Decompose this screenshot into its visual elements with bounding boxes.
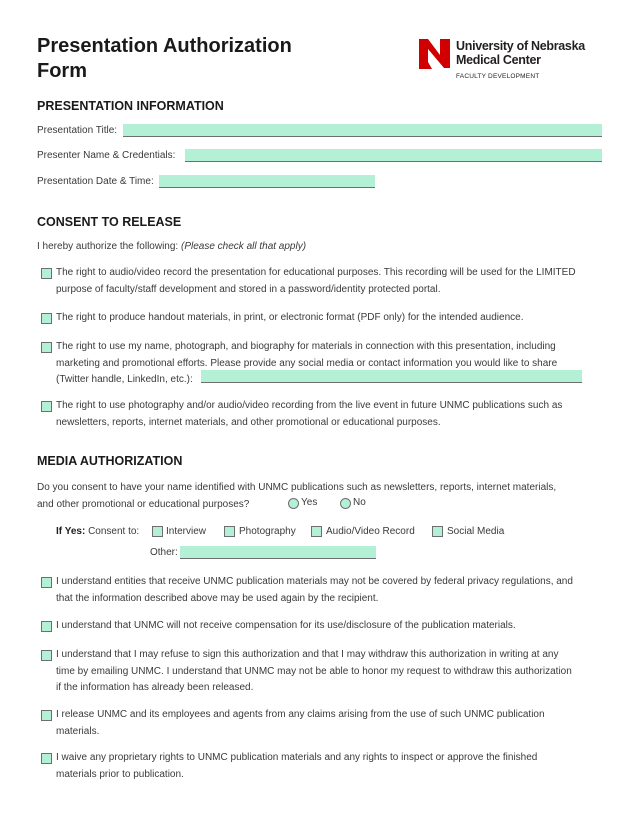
social-media-label: Social Media <box>447 526 505 537</box>
other-label: Other: <box>150 547 178 558</box>
unmc-n-icon <box>418 37 452 71</box>
presentation-date-label: Presentation Date & Time: <box>37 176 154 187</box>
consent-heading: CONSENT TO RELEASE <box>37 215 182 229</box>
presentation-date-field[interactable] <box>159 175 375 188</box>
ack-release-checkbox[interactable] <box>41 710 52 721</box>
ack-release-text <box>56 707 606 740</box>
logo-line2: Medical Center <box>456 53 541 67</box>
unmc-logo <box>418 37 618 85</box>
ack-waive-line2: materials prior to publication. <box>56 768 184 780</box>
ack-privacy-line1: I understand entities that receive UNMC publication materials may not be covered by federal privacy regulations, and <box>56 576 573 587</box>
logo-line3: FACULTY DEVELOPMENT <box>456 73 540 80</box>
ack-waive-line1: I waive any proprietary rights to UNMC publication materials and any rights to inspect or approve the finished <box>56 752 538 763</box>
media-yes-radio[interactable] <box>288 498 299 509</box>
ack-privacy-checkbox[interactable] <box>41 577 52 588</box>
consent-to-text: Consent to: <box>88 526 140 537</box>
consent-future-use-text <box>56 398 606 431</box>
ack-withdraw-checkbox[interactable] <box>41 650 52 661</box>
consent-record-line1: The right to audio/video record the presentation for educational purposes. This recording will be used for the LIMITED <box>56 267 576 278</box>
interview-label: Interview <box>166 526 207 537</box>
consent-handout-text: The right to produce handout materials, in print, or electronic format (PDF only) for the intended audience. <box>56 312 524 323</box>
media-no-radio[interactable] <box>340 498 351 509</box>
ack-withdraw-text <box>56 647 606 697</box>
page-title-line2: Form <box>37 60 87 82</box>
ack-privacy-line2: that the information described above may be used again by the recipient. <box>56 592 379 604</box>
audio-video-label: Audio/Video Record <box>326 526 415 537</box>
consent-future-use-checkbox[interactable] <box>41 401 52 412</box>
ack-release-line1: I release UNMC and its employees and agents from any claims arising from the use of such UNMC publication <box>56 709 545 720</box>
consent-name-photo-checkbox[interactable] <box>41 342 52 353</box>
ack-waive-text <box>56 750 606 783</box>
consent-intro-note: (Please check all that apply) <box>180 241 307 252</box>
logo-line1: University of Nebraska <box>456 39 585 53</box>
social-media-checkbox[interactable] <box>432 526 443 537</box>
page-title-line1: Presentation Authorization <box>37 35 292 57</box>
consent-future-use-line2: newsletters, reports, internet materials, and other promotional or educational purposes. <box>56 416 441 428</box>
other-field[interactable] <box>180 546 376 559</box>
interview-checkbox[interactable] <box>152 526 163 537</box>
audio-video-checkbox[interactable] <box>311 526 322 537</box>
social-media-field[interactable] <box>201 370 582 383</box>
presentation-info-heading: PRESENTATION INFORMATION <box>37 99 224 113</box>
if-yes-label <box>56 526 139 537</box>
ack-release-line2: materials. <box>56 725 100 737</box>
consent-record-checkbox[interactable] <box>41 268 52 279</box>
consent-handout-checkbox[interactable] <box>41 313 52 324</box>
consent-future-use-line1: The right to use photography and/or audio/video recording from the live event in future UNMC publications such as <box>56 400 563 411</box>
page-title <box>37 34 337 84</box>
presenter-name-field[interactable] <box>185 149 602 162</box>
ack-withdraw-line1: I understand that I may refuse to sign this authorization and that I may withdraw this authorization in writing at any <box>56 649 559 660</box>
media-question <box>37 480 607 513</box>
ack-withdraw-line2: time by emailing UNMC. I understand that UNMC may not be able to honor my request to withdraw this authorization <box>56 665 572 677</box>
media-yes-label: Yes <box>301 497 318 508</box>
ack-waive-checkbox[interactable] <box>41 753 52 764</box>
presenter-name-label: Presenter Name & Credentials: <box>37 150 176 161</box>
ack-compensation-checkbox[interactable] <box>41 621 52 632</box>
consent-intro <box>37 241 306 252</box>
consent-intro-text: I hereby authorize the following: <box>37 241 179 252</box>
ack-withdraw-line3: if the information has already been released. <box>56 682 254 693</box>
ack-compensation-text: I understand that UNMC will not receive compensation for its use/disclosure of the publication materials. <box>56 620 516 631</box>
consent-name-photo-line2: marketing and promotional efforts. Please provide any social media or contact information you would like to share <box>56 357 558 369</box>
if-yes-text: If Yes: <box>56 526 86 537</box>
photography-checkbox[interactable] <box>224 526 235 537</box>
media-question-line2: and other promotional or educational purposes? <box>37 498 250 510</box>
consent-record-line2: purpose of faculty/staff development and stored in a password/identity protected portal. <box>56 283 441 295</box>
presentation-title-label: Presentation Title: <box>37 125 118 136</box>
ack-privacy-text <box>56 574 606 607</box>
media-question-line1: Do you consent to have your name identified with UNMC publications such as newsletters, reports, internet materials, <box>37 482 557 493</box>
photography-label: Photography <box>239 526 296 537</box>
media-heading: MEDIA AUTHORIZATION <box>37 454 183 468</box>
presentation-title-field[interactable] <box>123 124 602 137</box>
consent-record-text <box>56 265 606 298</box>
consent-name-photo-line1: The right to use my name, photograph, and biography for materials in connection with this presentation, including <box>56 341 556 352</box>
media-no-label: No <box>353 497 366 508</box>
consent-name-photo-line3: (Twitter handle, LinkedIn, etc.): <box>56 374 193 385</box>
